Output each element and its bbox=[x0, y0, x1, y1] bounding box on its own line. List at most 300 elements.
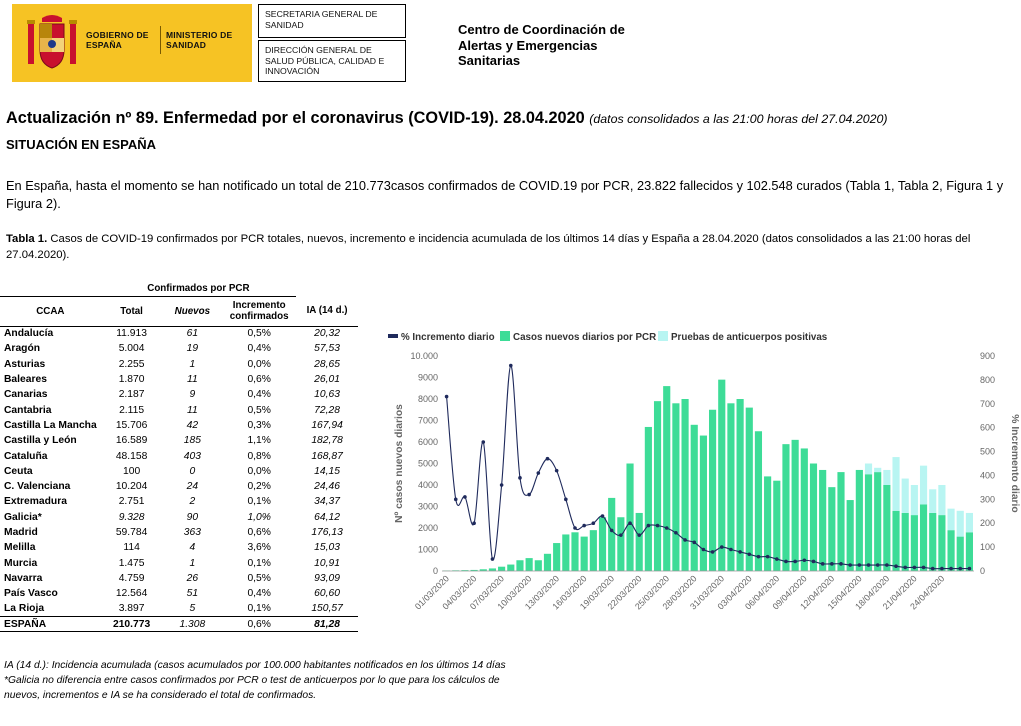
y2-tick-label: 700 bbox=[980, 398, 996, 409]
cell-nuevos: 4 bbox=[189, 542, 196, 554]
bar-pcr bbox=[874, 472, 881, 571]
point-incremento bbox=[839, 562, 843, 566]
bar-pcr bbox=[801, 448, 808, 571]
y2-tick-label: 600 bbox=[980, 422, 996, 433]
cell-nuevos: 26 bbox=[186, 572, 199, 584]
bar-antibody bbox=[865, 464, 872, 475]
bar-pcr bbox=[911, 515, 918, 571]
cell-inc: 0,8% bbox=[247, 450, 271, 462]
table-row bbox=[0, 540, 358, 555]
cell-nuevos: 1 bbox=[189, 358, 196, 370]
point-incremento bbox=[500, 483, 504, 487]
cell-inc: 0,4% bbox=[247, 389, 271, 401]
x-tick-label: 21/04/2020 bbox=[880, 573, 919, 612]
cell-nuevos: 19 bbox=[186, 343, 199, 355]
cell-ia: 10,91 bbox=[314, 557, 340, 569]
point-incremento bbox=[766, 555, 770, 559]
x-tick-label: 18/04/2020 bbox=[853, 573, 892, 612]
cell-nuevos: 363 bbox=[183, 527, 201, 538]
point-incremento bbox=[481, 440, 485, 444]
table-row bbox=[0, 555, 358, 570]
bar-pcr bbox=[663, 386, 670, 571]
y2-tick-label: 500 bbox=[980, 446, 996, 457]
cell-inc: 0,6% bbox=[247, 374, 271, 386]
point-incremento bbox=[812, 560, 816, 564]
point-incremento bbox=[958, 567, 962, 571]
cell-ccaa: Melilla bbox=[4, 542, 36, 554]
bar-antibody bbox=[966, 513, 973, 532]
y-tick-label: 10.000 bbox=[410, 351, 438, 361]
point-incremento bbox=[555, 469, 559, 473]
bar-pcr bbox=[957, 537, 964, 571]
point-incremento bbox=[720, 545, 724, 549]
cell-ia: 176,13 bbox=[311, 527, 343, 538]
bar-antibody bbox=[874, 468, 881, 472]
point-incremento bbox=[674, 531, 678, 535]
ministerio-label: MINISTERIO DE SANIDAD bbox=[166, 30, 233, 50]
bar-pcr bbox=[856, 470, 863, 571]
bar-pcr bbox=[847, 500, 854, 571]
bar-pcr bbox=[617, 517, 624, 571]
cases-table bbox=[0, 282, 358, 632]
bar-pcr bbox=[562, 534, 569, 571]
cell-total: 10.204 bbox=[115, 481, 148, 493]
cell-ccaa: La Rioja bbox=[4, 603, 45, 615]
bar-antibody bbox=[911, 485, 918, 515]
cell-ia: 10,63 bbox=[314, 389, 340, 401]
cell-inc: 1,1% bbox=[247, 435, 271, 447]
secretaria-box: SECRETARIA GENERAL DE SANIDAD bbox=[258, 4, 406, 38]
point-incremento bbox=[793, 560, 797, 564]
cell-total: 114 bbox=[123, 542, 140, 554]
bar-antibody bbox=[947, 509, 954, 531]
y2-tick-label: 300 bbox=[980, 494, 996, 505]
table-row bbox=[0, 525, 358, 540]
point-incremento bbox=[628, 521, 632, 525]
cell-total: 210.773 bbox=[101, 617, 163, 632]
point-incremento bbox=[747, 552, 751, 556]
table-row bbox=[0, 479, 358, 494]
point-incremento bbox=[922, 566, 926, 570]
bar-pcr bbox=[498, 567, 505, 571]
bar-pcr bbox=[654, 401, 661, 571]
cell-total: 12.564 bbox=[115, 588, 148, 600]
point-incremento bbox=[472, 521, 476, 525]
bar-pcr bbox=[590, 530, 597, 571]
cell-total: 59.784 bbox=[115, 527, 148, 538]
table-row bbox=[0, 402, 358, 417]
coat-of-arms-icon bbox=[26, 14, 78, 72]
point-incremento bbox=[665, 526, 669, 530]
col-header-ccaa: CCAA bbox=[0, 296, 101, 326]
cell-ia: 93,09 bbox=[314, 572, 340, 584]
bar-pcr bbox=[755, 431, 762, 571]
legend-swatch bbox=[500, 331, 510, 341]
x-tick-label: 09/04/2020 bbox=[770, 573, 809, 612]
point-incremento bbox=[647, 524, 651, 528]
point-incremento bbox=[830, 562, 834, 566]
daily-cases-chart bbox=[380, 322, 1021, 622]
point-incremento bbox=[968, 567, 972, 571]
cell-ccaa: Aragón bbox=[4, 343, 41, 355]
x-tick-label: 28/03/2020 bbox=[660, 573, 699, 612]
cell-inc: 0,1% bbox=[247, 557, 271, 569]
cell-total: 9.328 bbox=[118, 511, 145, 523]
cell-ccaa: Castilla La Mancha bbox=[4, 419, 97, 431]
page-title bbox=[6, 109, 888, 128]
cell-inc: 0,5% bbox=[247, 404, 271, 416]
bar-pcr bbox=[902, 513, 909, 571]
point-incremento bbox=[903, 566, 907, 570]
legend-label: Casos nuevos diarios por PCR bbox=[513, 332, 657, 343]
point-incremento bbox=[445, 395, 449, 399]
y-tick-label: 3000 bbox=[417, 501, 438, 512]
x-tick-label: 24/04/2020 bbox=[908, 573, 947, 612]
footnotes bbox=[4, 658, 524, 703]
title-note: (datos consolidados a las 21:00 horas del 27.04.2020) bbox=[589, 112, 888, 126]
point-incremento bbox=[931, 567, 935, 571]
point-incremento bbox=[692, 541, 696, 545]
bar-antibody bbox=[883, 470, 890, 485]
bar-pcr bbox=[672, 403, 679, 571]
cell-nuevos: 24 bbox=[186, 481, 199, 493]
cell-nuevos: 11 bbox=[187, 374, 198, 386]
cell-ccaa: Baleares bbox=[4, 374, 47, 386]
title-main: Actualización nº 89. Enfermedad por el coronavirus (COVID-19). 28.04.2020 bbox=[6, 109, 585, 127]
cell-ccaa: Navarra bbox=[4, 572, 43, 584]
x-tick-label: 31/03/2020 bbox=[687, 573, 727, 612]
bar-pcr bbox=[535, 560, 542, 571]
y-tick-label: 7000 bbox=[417, 415, 438, 426]
cell-ccaa: Asturias bbox=[4, 358, 46, 370]
legend-label: Pruebas de anticuerpos positivas bbox=[671, 332, 828, 343]
cell-ia: 167,94 bbox=[311, 419, 343, 431]
cell-nuevos: 2 bbox=[189, 496, 196, 508]
table-row bbox=[0, 372, 358, 387]
y-tick-label: 2000 bbox=[417, 523, 438, 533]
table-group-header: Confirmados por PCR bbox=[101, 282, 296, 296]
x-tick-label: 16/03/2020 bbox=[550, 573, 589, 612]
cell-inc: 0,5% bbox=[247, 572, 271, 584]
table-row bbox=[0, 326, 358, 341]
centro-title: Centro de Coordinación de Alertas y Emergencias Sanitarias bbox=[458, 22, 625, 68]
bar-antibody bbox=[902, 479, 909, 513]
point-incremento bbox=[821, 562, 825, 566]
point-incremento bbox=[582, 524, 586, 528]
table-row bbox=[0, 571, 358, 586]
col-header-total: Total bbox=[101, 296, 163, 326]
cell-nuevos: 0 bbox=[189, 465, 196, 477]
table-row bbox=[0, 494, 358, 509]
cell-nuevos: 1 bbox=[189, 557, 196, 569]
table-row bbox=[0, 510, 358, 525]
cell-nuevos: 185 bbox=[183, 435, 201, 447]
x-tick-label: 13/03/2020 bbox=[522, 573, 562, 612]
footnote-ia: IA (14 d.): Incidencia acumulada (casos acumulados por 100.000 habitantes notificados en los últimos 14 días bbox=[4, 660, 506, 671]
cell-inc: 0,6% bbox=[247, 527, 271, 538]
cell-ccaa: ESPAÑA bbox=[0, 617, 101, 632]
point-incremento bbox=[537, 471, 541, 475]
bar-pcr bbox=[737, 399, 744, 571]
table-row bbox=[0, 464, 358, 479]
bar-pcr bbox=[966, 532, 973, 571]
cell-ia: 60,60 bbox=[314, 588, 340, 600]
bar-antibody bbox=[938, 485, 945, 515]
cell-ia: 168,87 bbox=[311, 450, 343, 462]
cell-total: 48.158 bbox=[115, 450, 148, 462]
bar-pcr bbox=[810, 464, 817, 572]
cell-ccaa: País Vasco bbox=[4, 588, 58, 600]
point-incremento bbox=[491, 557, 495, 561]
cell-inc: 3,6% bbox=[247, 542, 271, 554]
x-tick-label: 01/03/2020 bbox=[412, 573, 452, 612]
y2-tick-label: 400 bbox=[980, 470, 996, 481]
cell-ccaa: Castilla y León bbox=[4, 435, 77, 447]
point-incremento bbox=[876, 563, 880, 567]
cell-inc: 0,1% bbox=[247, 603, 271, 615]
point-incremento bbox=[858, 563, 862, 567]
point-incremento bbox=[683, 538, 687, 542]
legend-swatch-line bbox=[388, 334, 398, 338]
point-incremento bbox=[509, 364, 513, 368]
bar-antibody bbox=[892, 457, 899, 511]
cell-total: 5.004 bbox=[118, 343, 145, 355]
table-row bbox=[0, 357, 358, 372]
cell-total: 2.751 bbox=[118, 496, 145, 508]
cell-ia: 64,12 bbox=[314, 511, 340, 523]
cell-total: 11.913 bbox=[116, 328, 147, 340]
x-tick-label: 15/04/2020 bbox=[825, 573, 864, 612]
point-incremento bbox=[656, 524, 660, 528]
cell-inc: 0,4% bbox=[247, 588, 271, 600]
cell-inc: 0,0% bbox=[247, 358, 271, 370]
bar-pcr bbox=[681, 399, 688, 571]
bar-pcr bbox=[828, 487, 835, 571]
section-subtitle: SITUACIÓN EN ESPAÑA bbox=[6, 137, 156, 152]
cell-inc: 0,0% bbox=[247, 465, 271, 477]
point-incremento bbox=[610, 529, 614, 533]
table-row bbox=[0, 586, 358, 601]
bar-antibody bbox=[920, 466, 927, 505]
cell-nuevos: 1.308 bbox=[162, 617, 222, 632]
col-header-nuevos: Nuevos bbox=[162, 296, 222, 326]
cell-total: 1.870 bbox=[118, 374, 145, 386]
bar-pcr bbox=[792, 440, 799, 571]
cell-ia: 150,57 bbox=[311, 603, 343, 615]
bar-pcr bbox=[581, 537, 588, 571]
cell-inc: 1,0% bbox=[247, 511, 271, 523]
bar-pcr bbox=[516, 560, 523, 571]
bar-pcr bbox=[883, 485, 890, 571]
point-incremento bbox=[518, 476, 522, 480]
bar-pcr bbox=[920, 504, 927, 571]
point-incremento bbox=[729, 548, 733, 552]
y-tick-label: 5000 bbox=[417, 458, 438, 469]
table-caption-label: Tabla 1. bbox=[6, 233, 48, 245]
cell-nuevos: 42 bbox=[186, 419, 199, 431]
point-incremento bbox=[619, 533, 623, 537]
bar-pcr bbox=[553, 543, 560, 571]
cell-ccaa: Canarias bbox=[4, 389, 48, 401]
cell-total: 3.897 bbox=[118, 603, 145, 615]
point-incremento bbox=[601, 514, 605, 518]
cell-ccaa: Ceuta bbox=[4, 465, 33, 477]
bar-pcr bbox=[636, 513, 643, 571]
bar-pcr bbox=[608, 498, 615, 571]
point-incremento bbox=[463, 495, 467, 499]
bar-antibody bbox=[929, 489, 936, 513]
cell-total: 4.759 bbox=[118, 572, 145, 584]
bar-pcr bbox=[571, 532, 578, 571]
point-incremento bbox=[775, 557, 779, 561]
point-incremento bbox=[702, 548, 706, 552]
point-incremento bbox=[573, 526, 577, 530]
x-tick-label: 22/03/2020 bbox=[605, 573, 644, 612]
y-tick-label: 9000 bbox=[417, 372, 438, 383]
summary-paragraph: En España, hasta el momento se han notificado un total de 210.773casos confirmados de COVID.19 por PCR, 23.822 fallecidos y 102.548 curados (Tabla 1, Tabla 2, Figura 1 y Figura 2). bbox=[6, 178, 1004, 211]
x-tick-label: 19/03/2020 bbox=[577, 573, 617, 612]
logo-divider bbox=[160, 26, 161, 54]
bar-pcr bbox=[526, 558, 533, 571]
bar-pcr bbox=[709, 410, 716, 571]
bar-pcr bbox=[599, 517, 606, 571]
y-tick-label: 1000 bbox=[417, 544, 438, 555]
table-body bbox=[0, 326, 358, 632]
point-incremento bbox=[940, 567, 944, 571]
y-tick-label: 8000 bbox=[417, 394, 438, 404]
point-incremento bbox=[885, 563, 889, 567]
x-tick-label: 10/03/2020 bbox=[495, 573, 534, 612]
point-incremento bbox=[592, 521, 596, 525]
y-tick-label: 0 bbox=[432, 566, 438, 576]
legend-swatch bbox=[658, 331, 668, 341]
cell-ccaa: Galicia* bbox=[4, 511, 42, 523]
direccion-box: DIRECCIÓN GENERAL DE SALUD PÚBLICA, CALIDAD E INNOVACIÓN bbox=[258, 40, 406, 82]
cell-nuevos: 5 bbox=[189, 603, 196, 615]
bar-pcr bbox=[819, 470, 826, 571]
table-row bbox=[0, 418, 358, 433]
bar-pcr bbox=[837, 472, 844, 571]
cell-inc: 0,6% bbox=[222, 617, 296, 632]
cell-ia: 26,01 bbox=[314, 374, 340, 386]
bar-pcr bbox=[507, 565, 514, 571]
cell-inc: 0,1% bbox=[247, 496, 271, 508]
point-incremento bbox=[454, 498, 458, 502]
cell-inc: 0,2% bbox=[247, 481, 271, 493]
col-header-ia: IA (14 d.) bbox=[296, 296, 358, 326]
y-tick-label: 6000 bbox=[417, 437, 438, 447]
cell-ia: 28,65 bbox=[314, 358, 340, 370]
table-row bbox=[0, 341, 358, 356]
point-incremento bbox=[738, 550, 742, 554]
cell-ia: 14,15 bbox=[314, 465, 340, 477]
table-row-total bbox=[0, 617, 358, 632]
x-tick-label: 07/03/2020 bbox=[467, 573, 507, 612]
table-caption bbox=[6, 231, 1011, 263]
bar-pcr bbox=[782, 444, 789, 571]
cell-ia: 24,46 bbox=[314, 481, 340, 493]
point-incremento bbox=[949, 567, 953, 571]
y2-tick-label: 200 bbox=[980, 518, 996, 529]
bar-pcr bbox=[892, 511, 899, 571]
cell-total: 2.187 bbox=[118, 389, 145, 401]
cell-nuevos: 90 bbox=[186, 511, 199, 523]
cell-ia: 15,03 bbox=[314, 542, 340, 554]
y2-tick-label: 800 bbox=[980, 374, 996, 385]
line-incremento bbox=[447, 366, 970, 569]
cell-total: 2.255 bbox=[118, 358, 145, 370]
cell-ia: 182,78 bbox=[311, 435, 343, 447]
bar-pcr bbox=[865, 474, 872, 571]
cell-total: 2.115 bbox=[119, 404, 145, 416]
y2-tick-label: 100 bbox=[980, 542, 996, 553]
cell-ia: 20,32 bbox=[314, 328, 340, 340]
cell-inc: 0,3% bbox=[247, 419, 271, 431]
cell-ia: 34,37 bbox=[314, 496, 340, 508]
point-incremento bbox=[637, 533, 641, 537]
x-tick-label: 03/04/2020 bbox=[715, 573, 754, 612]
x-tick-label: 04/03/2020 bbox=[440, 573, 479, 612]
cell-nuevos: 61 bbox=[186, 328, 199, 340]
point-incremento bbox=[867, 563, 871, 567]
cell-inc: 0,5% bbox=[247, 328, 271, 340]
cell-nuevos: 9 bbox=[189, 389, 196, 401]
cell-nuevos: 51 bbox=[186, 588, 199, 600]
bar-pcr bbox=[626, 464, 633, 572]
table-caption-text: Casos de COVID-19 confirmados por PCR totales, nuevos, incremento e incidencia acumulada de los últimos 14 días y España a 28.04.2020 (datos consolidados a las 21:00 horas del 27.04.2020). bbox=[6, 233, 971, 261]
bar-pcr bbox=[691, 425, 698, 571]
point-incremento bbox=[913, 566, 917, 570]
bar-pcr bbox=[544, 554, 551, 571]
gobierno-label: GOBIERNO DE ESPAÑA bbox=[86, 30, 149, 50]
point-incremento bbox=[757, 555, 761, 559]
point-incremento bbox=[848, 563, 852, 567]
cell-total: 1.475 bbox=[118, 557, 145, 569]
point-incremento bbox=[784, 560, 788, 564]
cell-nuevos: 11 bbox=[187, 404, 198, 416]
cell-ia: 81,28 bbox=[296, 617, 358, 632]
bar-pcr bbox=[746, 408, 753, 571]
cell-inc: 0,4% bbox=[247, 343, 271, 355]
bar-pcr bbox=[929, 513, 936, 571]
x-tick-label: 12/04/2020 bbox=[798, 573, 837, 612]
point-incremento bbox=[564, 498, 568, 502]
cell-ccaa: Cataluña bbox=[4, 450, 48, 462]
bar-pcr bbox=[718, 380, 725, 571]
cell-ccaa: Extremadura bbox=[4, 496, 67, 508]
cell-total: 15.706 bbox=[115, 419, 148, 431]
cell-ccaa: Murcia bbox=[4, 557, 38, 569]
table-row bbox=[0, 448, 358, 463]
bar-pcr bbox=[947, 530, 954, 571]
cell-ia: 57,53 bbox=[314, 343, 340, 355]
table-row bbox=[0, 601, 358, 616]
bar-pcr bbox=[938, 515, 945, 571]
x-tick-label: 06/04/2020 bbox=[742, 573, 782, 612]
cell-ia: 72,28 bbox=[314, 404, 340, 416]
table-row bbox=[0, 433, 358, 448]
cell-total: 100 bbox=[122, 465, 141, 477]
legend-label: % Incremento diario bbox=[401, 332, 495, 343]
cell-ccaa: Andalucía bbox=[4, 328, 54, 340]
cell-ccaa: Cantabria bbox=[4, 404, 52, 416]
table-row bbox=[0, 387, 358, 402]
cell-total: 16.589 bbox=[115, 435, 148, 447]
x-tick-label: 25/03/2020 bbox=[632, 573, 672, 612]
y-tick-label: 4000 bbox=[417, 480, 438, 490]
point-incremento bbox=[711, 550, 715, 554]
cell-nuevos: 403 bbox=[183, 450, 201, 462]
